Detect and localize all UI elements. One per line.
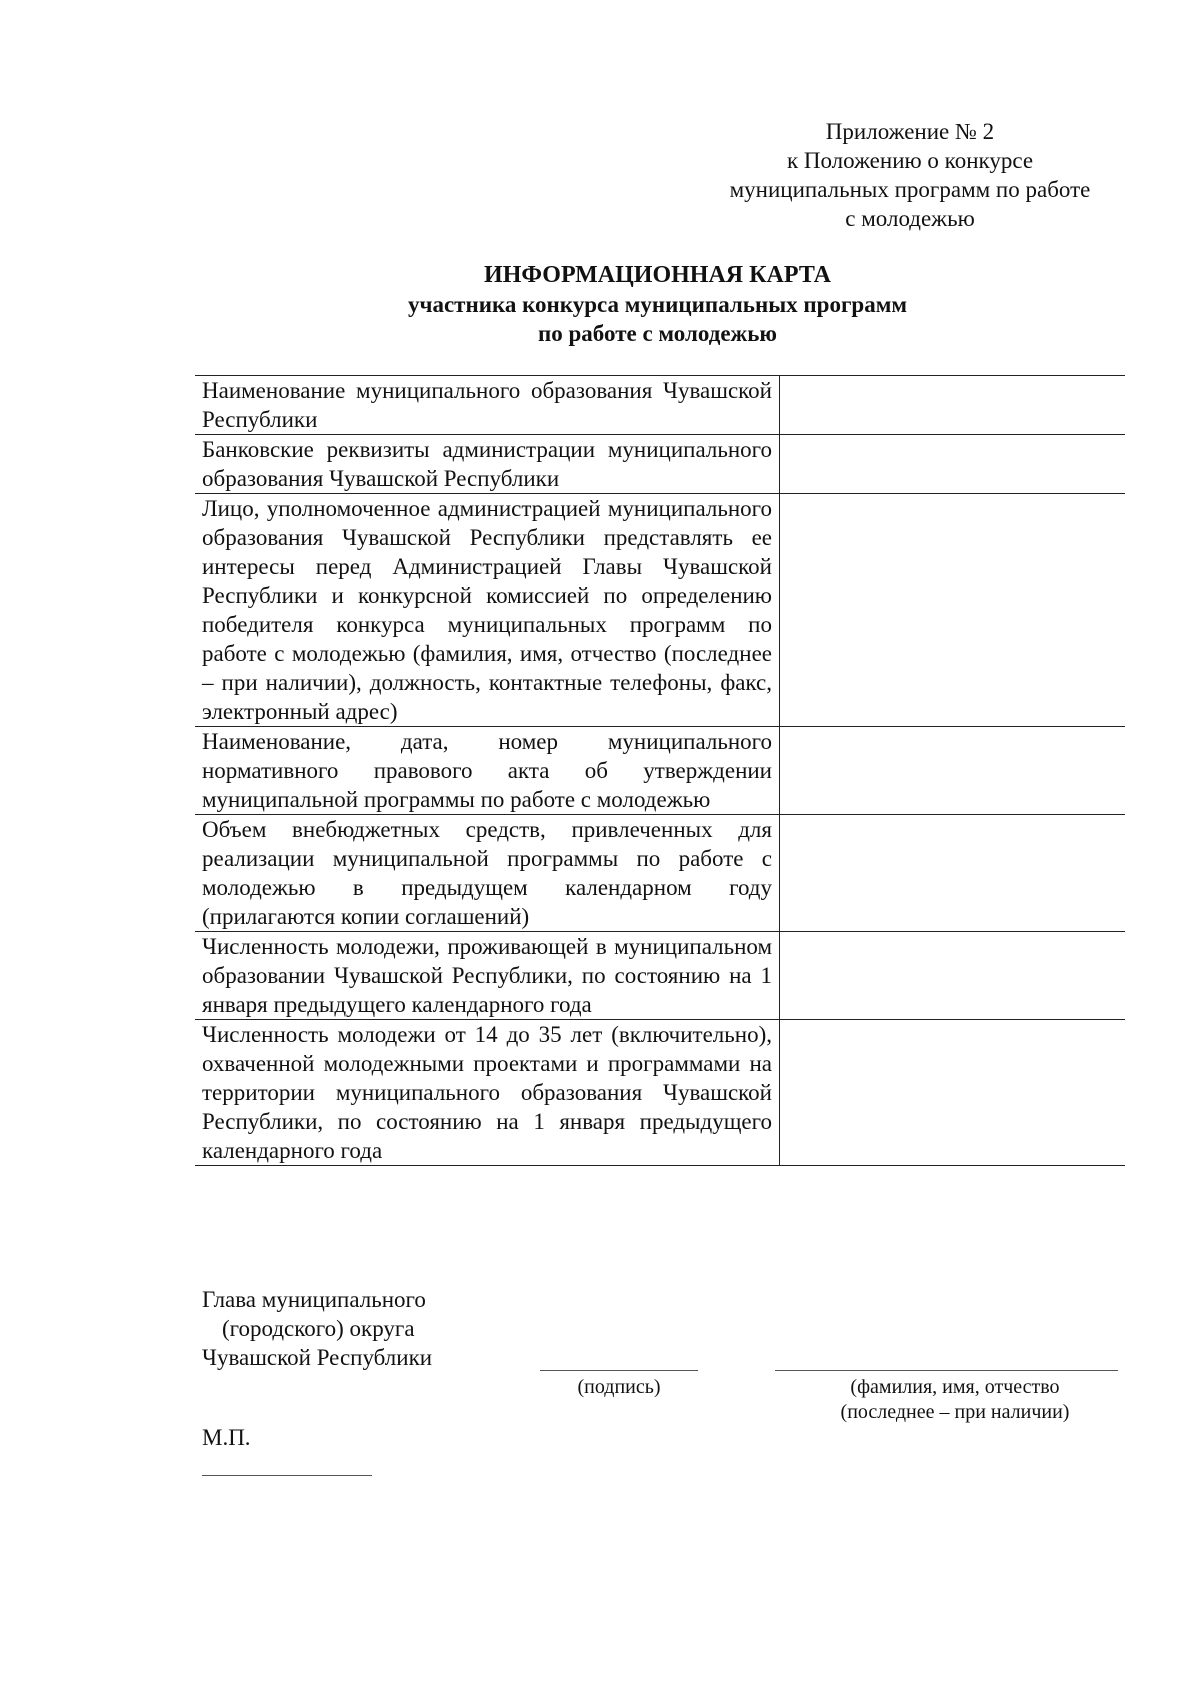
title-subtitle: участника конкурса муниципальных программ	[407, 292, 908, 317]
row-label: Банковские реквизиты администрации муниципального образования Чувашской Республики	[195, 435, 780, 494]
table-row	[195, 932, 1125, 1020]
signatory-title-line: Глава муниципального	[202, 1287, 426, 1312]
table-row	[195, 1020, 1125, 1166]
signatory-title-line: Чувашской Республики	[202, 1345, 433, 1370]
row-value-field[interactable]	[780, 815, 1126, 932]
table-row	[195, 435, 1125, 494]
row-value-field[interactable]	[780, 1020, 1126, 1166]
stamp-place-label: М.П.	[202, 1425, 251, 1450]
appendix-ref-line: к Положению о конкурсе	[786, 148, 1034, 173]
table-row	[195, 494, 1125, 727]
row-value-field[interactable]	[780, 727, 1126, 815]
row-value-field[interactable]	[780, 494, 1126, 727]
row-label: Наименование, дата, номер муниципального нормативного правового акта об утверждении муниципальной программы по работе с молодежью	[195, 727, 780, 815]
row-value-field[interactable]	[780, 376, 1126, 435]
full-name-caption	[790, 1375, 1120, 1425]
row-value-field[interactable]	[780, 435, 1126, 494]
table-row	[195, 376, 1125, 435]
title-subtitle: по работе с молодежью	[538, 321, 777, 346]
signature-caption: (подпись)	[577, 1376, 661, 1398]
title-main: ИНФОРМАЦИОННАЯ КАРТА	[484, 262, 831, 288]
row-label: Объем внебюджетных средств, привлеченных для реализации муниципальной программы по работе с молодежью в предыдущем календарном году (прилагаются копии соглашений)	[195, 815, 780, 932]
table-row	[195, 727, 1125, 815]
signatory-title-line: (городского) округа	[222, 1316, 415, 1341]
row-label: Лицо, уполномоченное администрацией муниципального образования Чувашской Республики представлять ее интересы перед Администрацией Главы Чувашской Республики и конкурсной комиссией по определению победителя конкурса муниципальных программ по работе с молодежью (фамилия, имя, отчество (последнее – при наличии), должность, контактные телефоны, факс, электронный адрес)	[195, 494, 780, 727]
appendix-ref-line: муниципальных программ по работе	[729, 177, 1091, 202]
row-label: Численность молодежи, проживающей в муниципальном образовании Чувашской Республики, по состоянию на 1 января предыдущего календарного года	[195, 932, 780, 1020]
signature-line[interactable]	[540, 1370, 698, 1371]
signatory-block	[202, 1285, 432, 1372]
info-card-table	[195, 375, 1125, 1166]
document-title	[195, 261, 1120, 348]
full-name-line[interactable]	[775, 1370, 1118, 1371]
full-name-caption-line: (фамилия, имя, отчество	[850, 1376, 1060, 1398]
table-row	[195, 815, 1125, 932]
full-name-caption-line: (последнее – при наличии)	[840, 1401, 1070, 1423]
appendix-header	[700, 117, 1120, 233]
appendix-number: Приложение № 2	[825, 119, 995, 144]
row-value-field[interactable]	[780, 932, 1126, 1020]
stamp-line	[202, 1475, 372, 1476]
row-label: Наименование муниципального образования Чувашской Республики	[195, 376, 780, 435]
row-label: Численность молодежи от 14 до 35 лет (включительно), охваченной молодежными проектами и программами на территории муниципального образования Чувашской Республики, по состоянию на 1 января предыдущего календарного года	[195, 1020, 780, 1166]
appendix-ref-line: с молодежью	[845, 206, 975, 231]
